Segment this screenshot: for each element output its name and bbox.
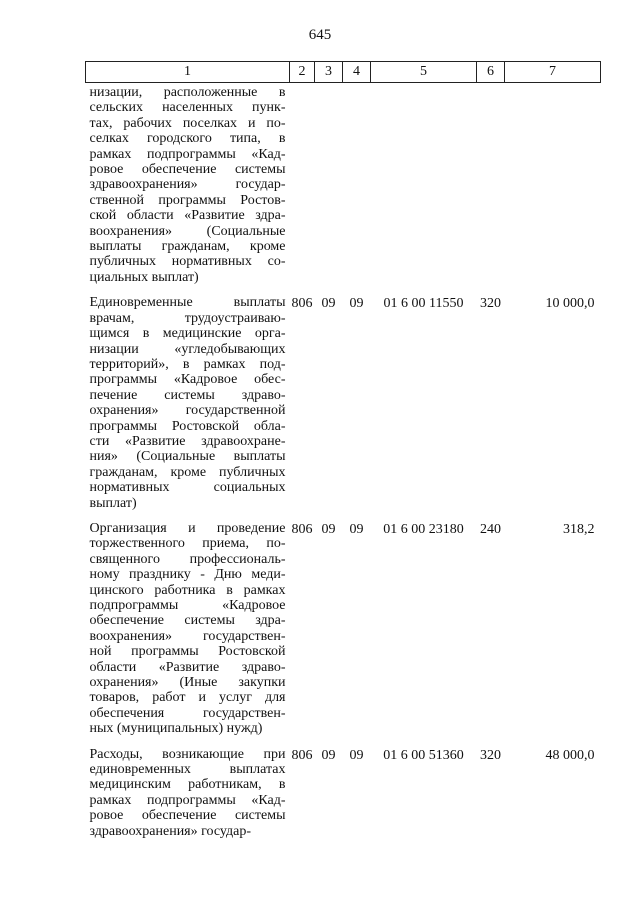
table-body <box>86 83 601 850</box>
target-article-cell: 01 6 00 51360 <box>383 747 464 763</box>
subsection-code-cell: 09 <box>349 747 364 763</box>
table-header <box>86 62 601 83</box>
description-line: рамках подпрограммы «Кад- <box>89 792 286 808</box>
description-line: области «Развитие здраво- <box>89 659 286 675</box>
target-article-cell <box>371 83 477 296</box>
subsection-code-cell: 09 <box>349 521 364 537</box>
description-line: сти «Развитие здравоохране- <box>89 433 286 449</box>
section-code-cell: 09 <box>321 296 336 312</box>
description-line: товаров, работ и услуг для <box>89 690 286 706</box>
header-col-7: 7 <box>505 62 601 83</box>
amount-cell <box>505 83 601 296</box>
description-line: медицинским работникам, в <box>89 777 286 793</box>
header-col-1: 1 <box>86 62 290 83</box>
description-line: врачам, трудоустраиваю- <box>89 310 286 326</box>
description-line: сельских населенных пунк- <box>89 100 286 116</box>
description-line: Организация и проведение <box>89 520 286 536</box>
description-line: торжественного приема, по- <box>89 536 286 552</box>
section-code-cell: 09 <box>321 747 336 763</box>
expense-type-cell: 240 <box>480 521 501 537</box>
description-line: программы Ростовской обла- <box>89 418 286 434</box>
description-line: нормативных социальных <box>89 480 286 496</box>
description-line: воохранения» государствен- <box>89 628 286 644</box>
header-col-6: 6 <box>477 62 505 83</box>
expense-type-cell <box>477 83 505 296</box>
description-line: цинского работника в рамках <box>89 582 286 598</box>
description-line: священного профессиональ- <box>89 551 286 567</box>
page-number: 645 <box>308 27 332 43</box>
description-line: обеспечения государствен- <box>89 705 286 721</box>
description-line: печение системы здраво- <box>89 387 286 403</box>
ministry-code-cell: 806 <box>291 747 313 763</box>
amount-cell: 48 000,0 <box>545 747 595 763</box>
description-line: единовременных выплатах <box>89 762 286 778</box>
description-line: территорий», в рамках под- <box>89 356 286 372</box>
header-col-2: 2 <box>290 62 315 83</box>
description-line: охранения» государственной <box>89 403 286 419</box>
description-line: низации «угледобывающих <box>89 341 286 357</box>
header-col-4: 4 <box>343 62 371 83</box>
description-line: ровое обеспечение системы <box>89 808 286 824</box>
expense-type-cell: 320 <box>480 747 501 763</box>
description-line: ской области «Развитие здра- <box>89 208 286 224</box>
description-line: здравоохранения» государ- <box>89 177 286 193</box>
amount-cell: 318,2 <box>563 521 595 537</box>
header-col-5: 5 <box>371 62 477 83</box>
target-article-cell: 01 6 00 11550 <box>383 296 464 312</box>
ministry-code-cell: 806 <box>291 296 313 312</box>
description-cell <box>86 295 290 521</box>
description-line: ных (муниципальных) нужд) <box>89 721 263 737</box>
description-line: Расходы, возникающие при <box>89 746 286 762</box>
description-line: программы «Кадровое обес- <box>89 372 286 388</box>
subsection-code-cell <box>343 83 371 296</box>
description-line: низации, расположенные в <box>89 85 286 100</box>
section-code-cell: 09 <box>321 521 336 537</box>
description-cell <box>86 83 290 296</box>
description-line: ственной программы Ростов- <box>89 192 286 208</box>
ministry-code-cell: 806 <box>291 521 313 537</box>
description-line: рамках подпрограммы «Кад- <box>89 146 286 162</box>
description-line: ровое обеспечение системы <box>89 162 286 178</box>
ministry-code-cell <box>290 83 315 296</box>
description-line: здравоохранения» государ- <box>89 823 252 839</box>
table-row <box>86 295 601 521</box>
amount-cell: 10 000,0 <box>545 296 595 312</box>
description-line: щимся в медицинские орга- <box>89 326 286 342</box>
description-line: охранения» (Иные закупки <box>89 675 286 691</box>
header-col-3: 3 <box>315 62 343 83</box>
description-line: воохранения» (Социальные <box>89 223 286 239</box>
description-line: ной программы Ростовской <box>89 644 286 660</box>
description-cell <box>86 747 290 849</box>
description-line: ния» (Социальные выплаты <box>89 449 286 465</box>
section-code-cell <box>315 83 343 296</box>
description-line: выплаты гражданам, кроме <box>89 239 286 255</box>
description-cell <box>86 521 290 747</box>
description-line: публичных нормативных со- <box>89 254 286 270</box>
description-line: гражданам, кроме публичных <box>89 464 286 480</box>
description-line: тах, рабочих поселках и по- <box>89 115 286 131</box>
table-row <box>86 747 601 849</box>
description-line: циальных выплат) <box>89 269 199 285</box>
target-article-cell: 01 6 00 23180 <box>383 521 464 537</box>
description-line: обеспечение системы здра- <box>89 613 286 629</box>
table-row <box>86 83 601 296</box>
subsection-code-cell: 09 <box>349 296 364 312</box>
description-line: выплат) <box>89 495 137 511</box>
description-line: селках городского типа, в <box>89 131 286 147</box>
description-line: подпрограммы «Кадровое <box>89 598 286 613</box>
description-line: Единовременные выплаты <box>89 295 286 311</box>
description-line: ному празднику - Дню меди- <box>89 567 286 583</box>
budget-table <box>85 61 601 849</box>
table-row <box>86 521 601 747</box>
expense-type-cell: 320 <box>480 296 501 312</box>
